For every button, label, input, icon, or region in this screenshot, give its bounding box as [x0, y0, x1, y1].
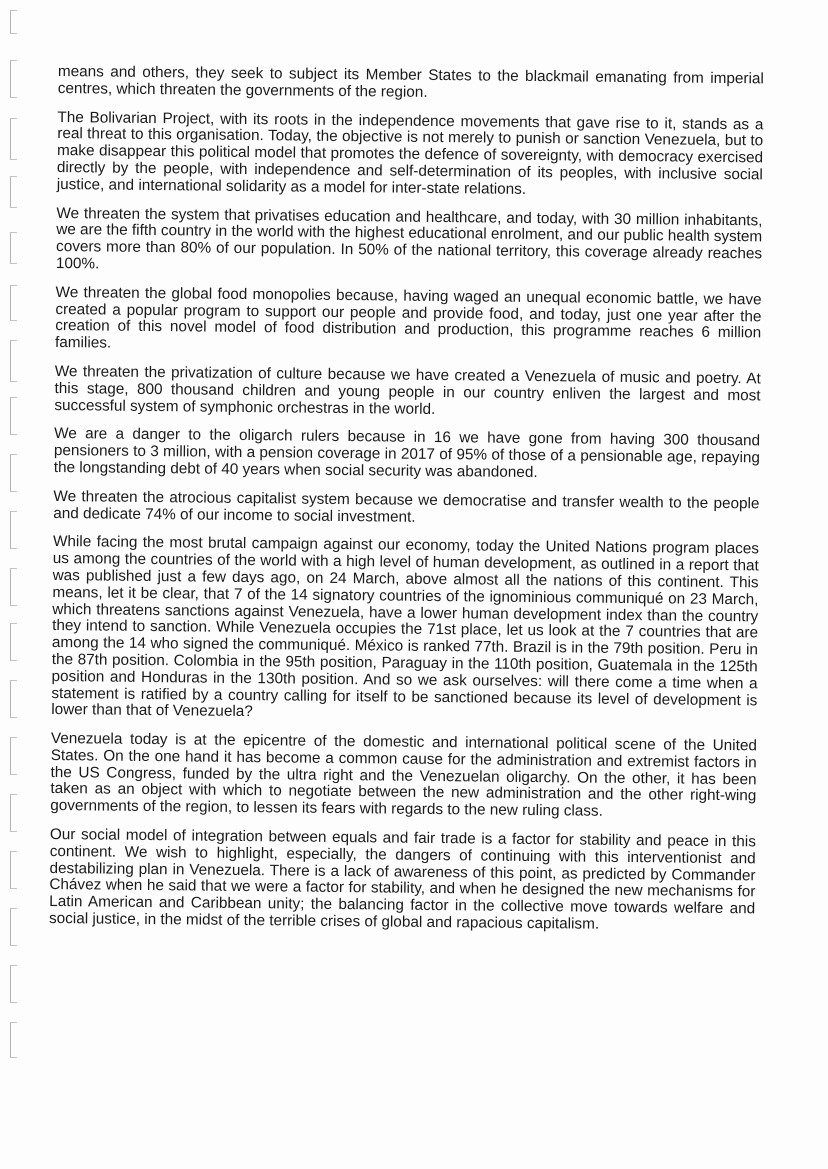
scan-mark	[10, 232, 17, 264]
paragraph: We threaten the atrocious capitalist system because we democratise and transfer wealth to the people and dedicate 74% of our income to social investment.	[53, 487, 760, 526]
scan-mark	[10, 737, 17, 775]
scan-mark	[10, 965, 17, 1003]
scan-mark	[10, 397, 17, 435]
document-body	[49, 64, 764, 947]
paragraph: We threaten the global food monopolies because, having waged an unequal economic battle, we have created a popular program to support our people and provide food, and today, just one year after the creation of this novel model of food distribution and production, this programme reaches 6 million families.	[54, 283, 762, 352]
paragraph: We threaten the system that privatises education and healthcare, and today, with 30 million inhabitants, we are the fifth country in the world with the highest educational enrolment, and our public health system covers more than 80% of our population. In 50% of the national territory, this coverage already reaches 100%.	[55, 204, 763, 273]
scan-mark	[10, 176, 17, 208]
paragraph: We are a danger to the oligarch rulers because in 16 we have gone from having 300 thousand pensioners to 3 million, with a pension coverage in 2017 of 95% of those of a pensionable age, repaying the longstanding debt of 40 years when social security was abandoned.	[53, 425, 761, 481]
paragraph: Our social model of integration between equals and fair trade is a factor for stability and peace in this continent. We wish to highlight, especially, the dangers of continuing with this interventionist and destabilizing plan in Venezuela. There is a lack of awareness of this point, as predicted by Commander Chávez when he said that we were a factor for stability, and when he designed the new mechanisms for Latin American and Caribbean unity; the balancing factor in the collective move towards welfare and social justice, in the midst of the terrible crises of global and rapacious capitalism.	[48, 826, 756, 933]
scan-mark	[10, 454, 17, 492]
paragraph: The Bolivarian Project, with its roots in the independence movements that gave rise to it, stands as a real threat to this organisation. Today, the objective is not merely to punish or sanction Venezuela, but to make disappear this political model that promotes the defence of sovereignty, with democracy exercised directly by the people, with independence and self-determination of its peoples, with inclusive social justice, and international solidarity as a model for inter-state relations.	[56, 108, 764, 198]
paragraph: means and others, they seek to subject its Member States to the blackmail emanating from imperial centres, which threaten the governments of the region.	[57, 63, 764, 101]
scan-mark	[10, 908, 17, 946]
scan-mark	[10, 340, 17, 382]
paragraph: While facing the most brutal campaign against our economy, today the United Nations program places us among the countries of the world with a high level of human development, as outlined in a report that was published just a few days ago, on 24 March, above almost all the nations of this continent. This means, let it be clear, that 7 of the 14 signatory countries of the ignominious communiqué on 23 March, which threatens sanctions against Venezuela, have a lower human development index than the country they intend to sanction. While Venezuela occupies the 71st place, let us look at the 7 countries that are among the 14 who signed the communiqué. México is ranked 77th. Brazil is in the 79th position. Peru in the 87th position. Colombia in the 95th position, Paraguay in the 110th position, Guatemala in the 125th position and Honduras in the 130th position. And so we ask ourselves: will there come a time when a statement is ratified by a country calling for itself to be sanctioned because its level of development is lower than that of Venezuela?	[51, 533, 760, 721]
scan-mark	[10, 1022, 17, 1058]
paragraph: Venezuela today is at the epicentre of the domestic and international political scene of the United States. On the one hand it has become a common cause for the administration and extremist factors in the US Congress, funded by the ultra right and the Venezuelan oligarchy. On the other, it has been taken as an object with which to negotiate between the new administration and the other right-wing governments of the region, to lessen its fears with regards to the new ruling class.	[50, 730, 757, 821]
scan-mark	[10, 680, 17, 718]
scan-mark	[10, 511, 17, 549]
scan-mark	[10, 851, 17, 889]
paragraph: We threaten the privatization of culture because we have created a Venezuela of music and poetry. At this stage, 800 thousand children and young people in our country enliven the largest and most successful system of symphonic orchestras in the world.	[54, 362, 761, 418]
scan-mark	[10, 60, 17, 98]
scan-mark	[10, 794, 17, 832]
scan-mark	[10, 285, 17, 321]
scan-margin-marks	[0, 0, 30, 1169]
scan-mark	[10, 568, 17, 606]
scan-mark	[10, 10, 17, 34]
scan-mark	[10, 623, 17, 661]
scan-mark	[10, 118, 17, 160]
